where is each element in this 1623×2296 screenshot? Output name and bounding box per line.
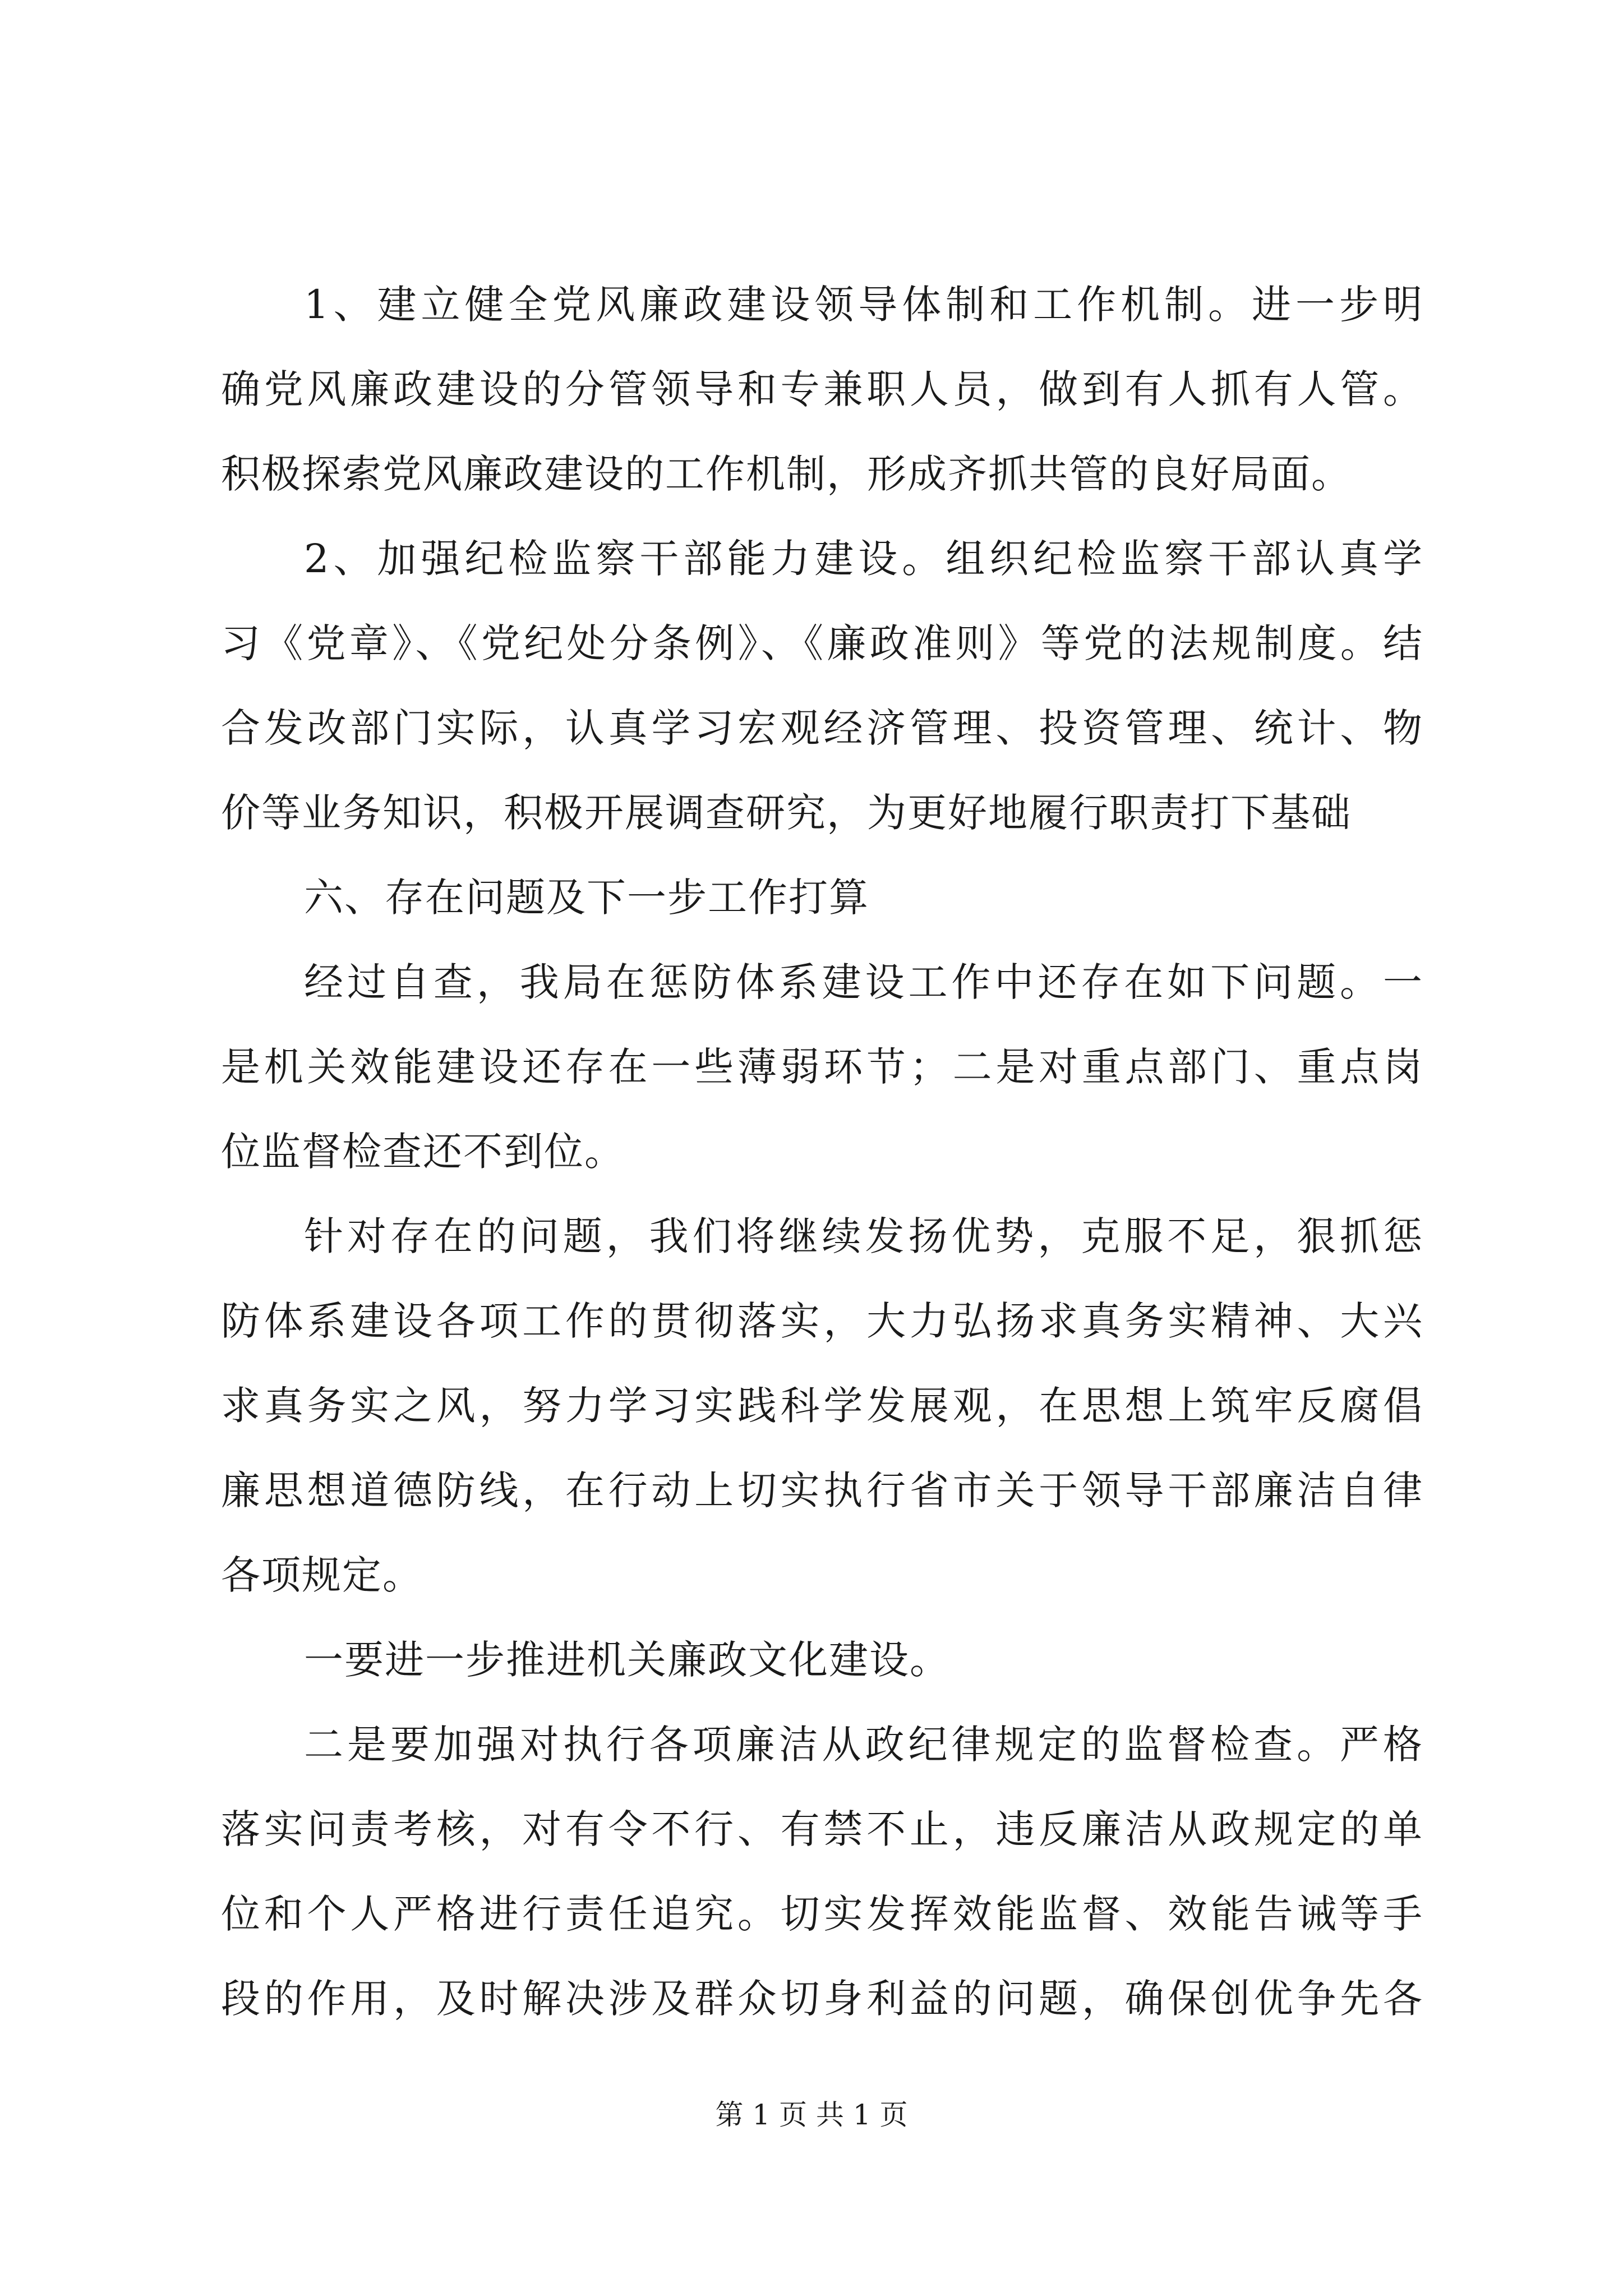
paragraph-7-line-4: 段的作用，及时解决涉及群众切身利益的问题，确保创优争先各 bbox=[221, 1976, 1423, 2022]
paragraph-5-line-4: 廉思想道德防线，在行动上切实执行省市关于领导干部廉洁自律 bbox=[221, 1467, 1423, 1513]
paragraph-2-line-4: 价等业务知识，积极开展调查研究，为更好地履行职责打下基础 bbox=[221, 790, 1352, 836]
paragraph-4-line-2: 是机关效能建设还存在一些薄弱环节；二是对重点部门、重点岗 bbox=[221, 1044, 1423, 1090]
paragraph-7-line-1: 二是要加强对执行各项廉洁从政纪律规定的监督检查。严格 bbox=[304, 1722, 1423, 1768]
paragraph-1-line-1: 1、建立健全党风廉政建设领导体制和工作机制。进一步明 bbox=[304, 282, 1423, 328]
paragraph-5-line-1: 针对存在的问题，我们将继续发扬优势，克服不足，狠抓惩 bbox=[304, 1213, 1423, 1259]
paragraph-7-line-3: 位和个人严格进行责任追究。切实发挥效能监督、效能告诫等手 bbox=[221, 1891, 1423, 1937]
paragraph-1-line-2: 确党风廉政建设的分管领导和专兼职人员，做到有人抓有人管。 bbox=[221, 366, 1423, 412]
paragraph-5-line-2: 防体系建设各项工作的贯彻落实，大力弘扬求真务实精神、大兴 bbox=[221, 1298, 1423, 1344]
paragraph-4-line-1: 经过自查，我局在惩防体系建设工作中还存在如下问题。一 bbox=[304, 959, 1423, 1005]
paragraph-7-line-2: 落实问责考核，对有令不行、有禁不止，违反廉洁从政规定的单 bbox=[221, 1806, 1423, 1852]
paragraph-5-line-5: 各项规定。 bbox=[221, 1552, 423, 1598]
section-heading-6: 六、存在问题及下一步工作打算 bbox=[304, 875, 869, 921]
paragraph-6-line-1: 一要进一步推进机关廉政文化建设。 bbox=[304, 1637, 950, 1683]
page-number-label: 第 1 页 共 1 页 bbox=[715, 2099, 908, 2131]
paragraph-5-line-3: 求真务实之风，努力学习实践科学发展观，在思想上筑牢反腐倡 bbox=[221, 1383, 1423, 1429]
paragraph-4-line-3: 位监督检查还不到位。 bbox=[221, 1129, 625, 1175]
page-footer bbox=[0, 2092, 1623, 2133]
document-body bbox=[221, 263, 1423, 2041]
paragraph-2-line-1: 2、加强纪检监察干部能力建设。组织纪检监察干部认真学 bbox=[304, 536, 1423, 582]
paragraph-2-line-2: 习《党章》、《党纪处分条例》、《廉政准则》等党的法规制度。结 bbox=[221, 620, 1423, 666]
paragraph-1-line-3: 积极探索党风廉政建设的工作机制，形成齐抓共管的良好局面。 bbox=[221, 451, 1352, 497]
paragraph-2-line-3: 合发改部门实际，认真学习宏观经济管理、投资管理、统计、物 bbox=[221, 705, 1423, 751]
